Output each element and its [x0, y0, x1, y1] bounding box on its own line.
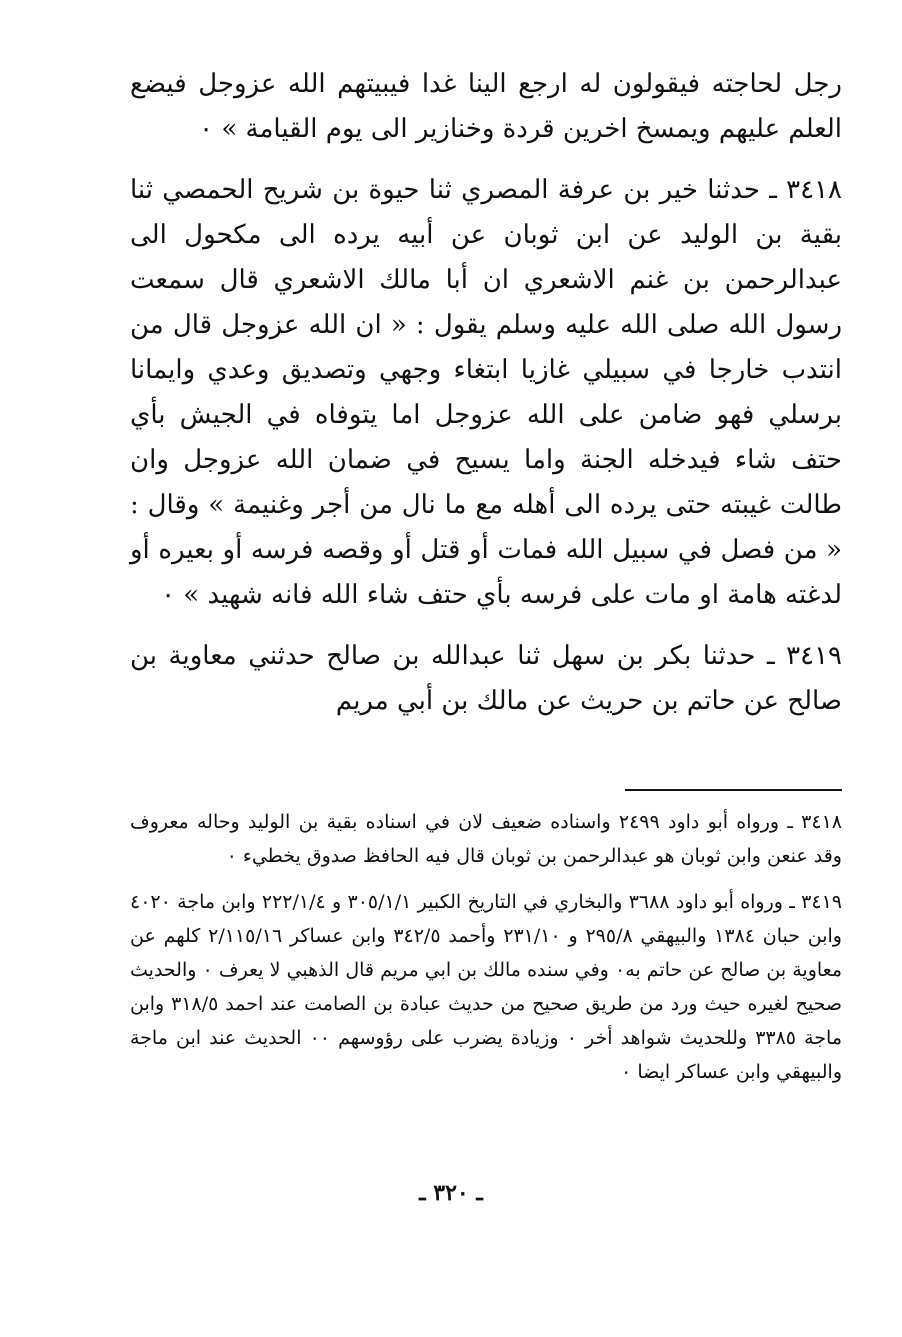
- footnote-3419: ٣٤١٩ ـ ورواه أبو داود ٣٦٨٨ والبخاري في التاريخ الكبير ٣٠٥/١/١ و ٢٢٢/١/٤ وابن ماجة ٤٠٢٠ وابن حبان ١٣٨٤ والبيهقي ٢٩٥/٨ و ٢٣١/١٠ وأحمد ٣٤٢/٥ وابن عساكر ٢/١١٥/١٦ كلهم عن معاوية بن صالح عن حاتم به٠ وفي سنده مالك بن ابي مريم قال الذهبي لا يعرف ٠ والحديث صحيح لغيره حيث ورد من طريق صحيح من حديث عبادة بن الصامت عند احمد ٣١٨/٥ وابن ماجة ٣٣٨٥ وللحديث شواهد أخر ٠ وزيادة يضرب على رؤوسهم ٠٠ الحديث عند ابن ماجة والبيهقي وابن عساكر ايضا ٠: [130, 891, 843, 1083]
- hadith-3419: ٣٤١٩ ـ حدثنا بكر بن سهل ثنا عبدالله بن صالح حدثني معاوية بن صالح عن حاتم بن حريث عن مالك بن أبي مريم: [130, 641, 842, 716]
- hadith-3418: ٣٤١٨ ـ حدثنا خير بن عرفة المصري ثنا حيوة بن شريح الحمصي ثنا بقية بن الوليد عن ابن ثوبان عن أبيه يرده الى مكحول الى عبدالرحمن بن غنم الاشعري ان أبا مالك الاشعري قال سمعت رسول الله صلى الله عليه وسلم يقول : « ان الله عزوجل قال من انتدب خارجا في سبيلي غازيا ابتغاء وجهي وتصديق وعدي وايمانا برسلي فهو ضامن على الله عزوجل اما يتوفاه في الجيش بأي حتف شاء فيدخله الجنة واما يسيح في ضمان الله عزوجل وان طالت غيبته حتى يرده الى أهله مع ما نال من أجر وغنيمة » وقال : « من فصل في سبيل الله فمات أو قتل أو وقصه فرسه أو بعيره أو لدغته هامة او مات على فرسه بأي حتف شاء الله فانه شهيد » ٠: [130, 175, 842, 610]
- main-text-block: [130, 62, 842, 724]
- paragraph-continuation: رجل لحاجته فيقولون له ارجع الينا غدا فيبيتهم الله عزوجل فيضع العلم عليهم ويمسخ اخرين قردة وخنازير الى يوم القيامة » ٠: [130, 69, 842, 144]
- footnote-divider: [625, 789, 842, 791]
- footnote-3418: ٣٤١٨ ـ ورواه أبو داود ٢٤٩٩ واسناده ضعيف لان في اسناده بقية بن الوليد وحاله معروف وقد عنعن وابن ثوبان هو عبدالرحمن بن ثوبان قال فيه الحافظ صدوق يخطيء ٠: [130, 811, 842, 867]
- footnotes-block: [130, 805, 842, 1089]
- page-number: ـ ٣٢٠ ـ: [419, 1180, 483, 1206]
